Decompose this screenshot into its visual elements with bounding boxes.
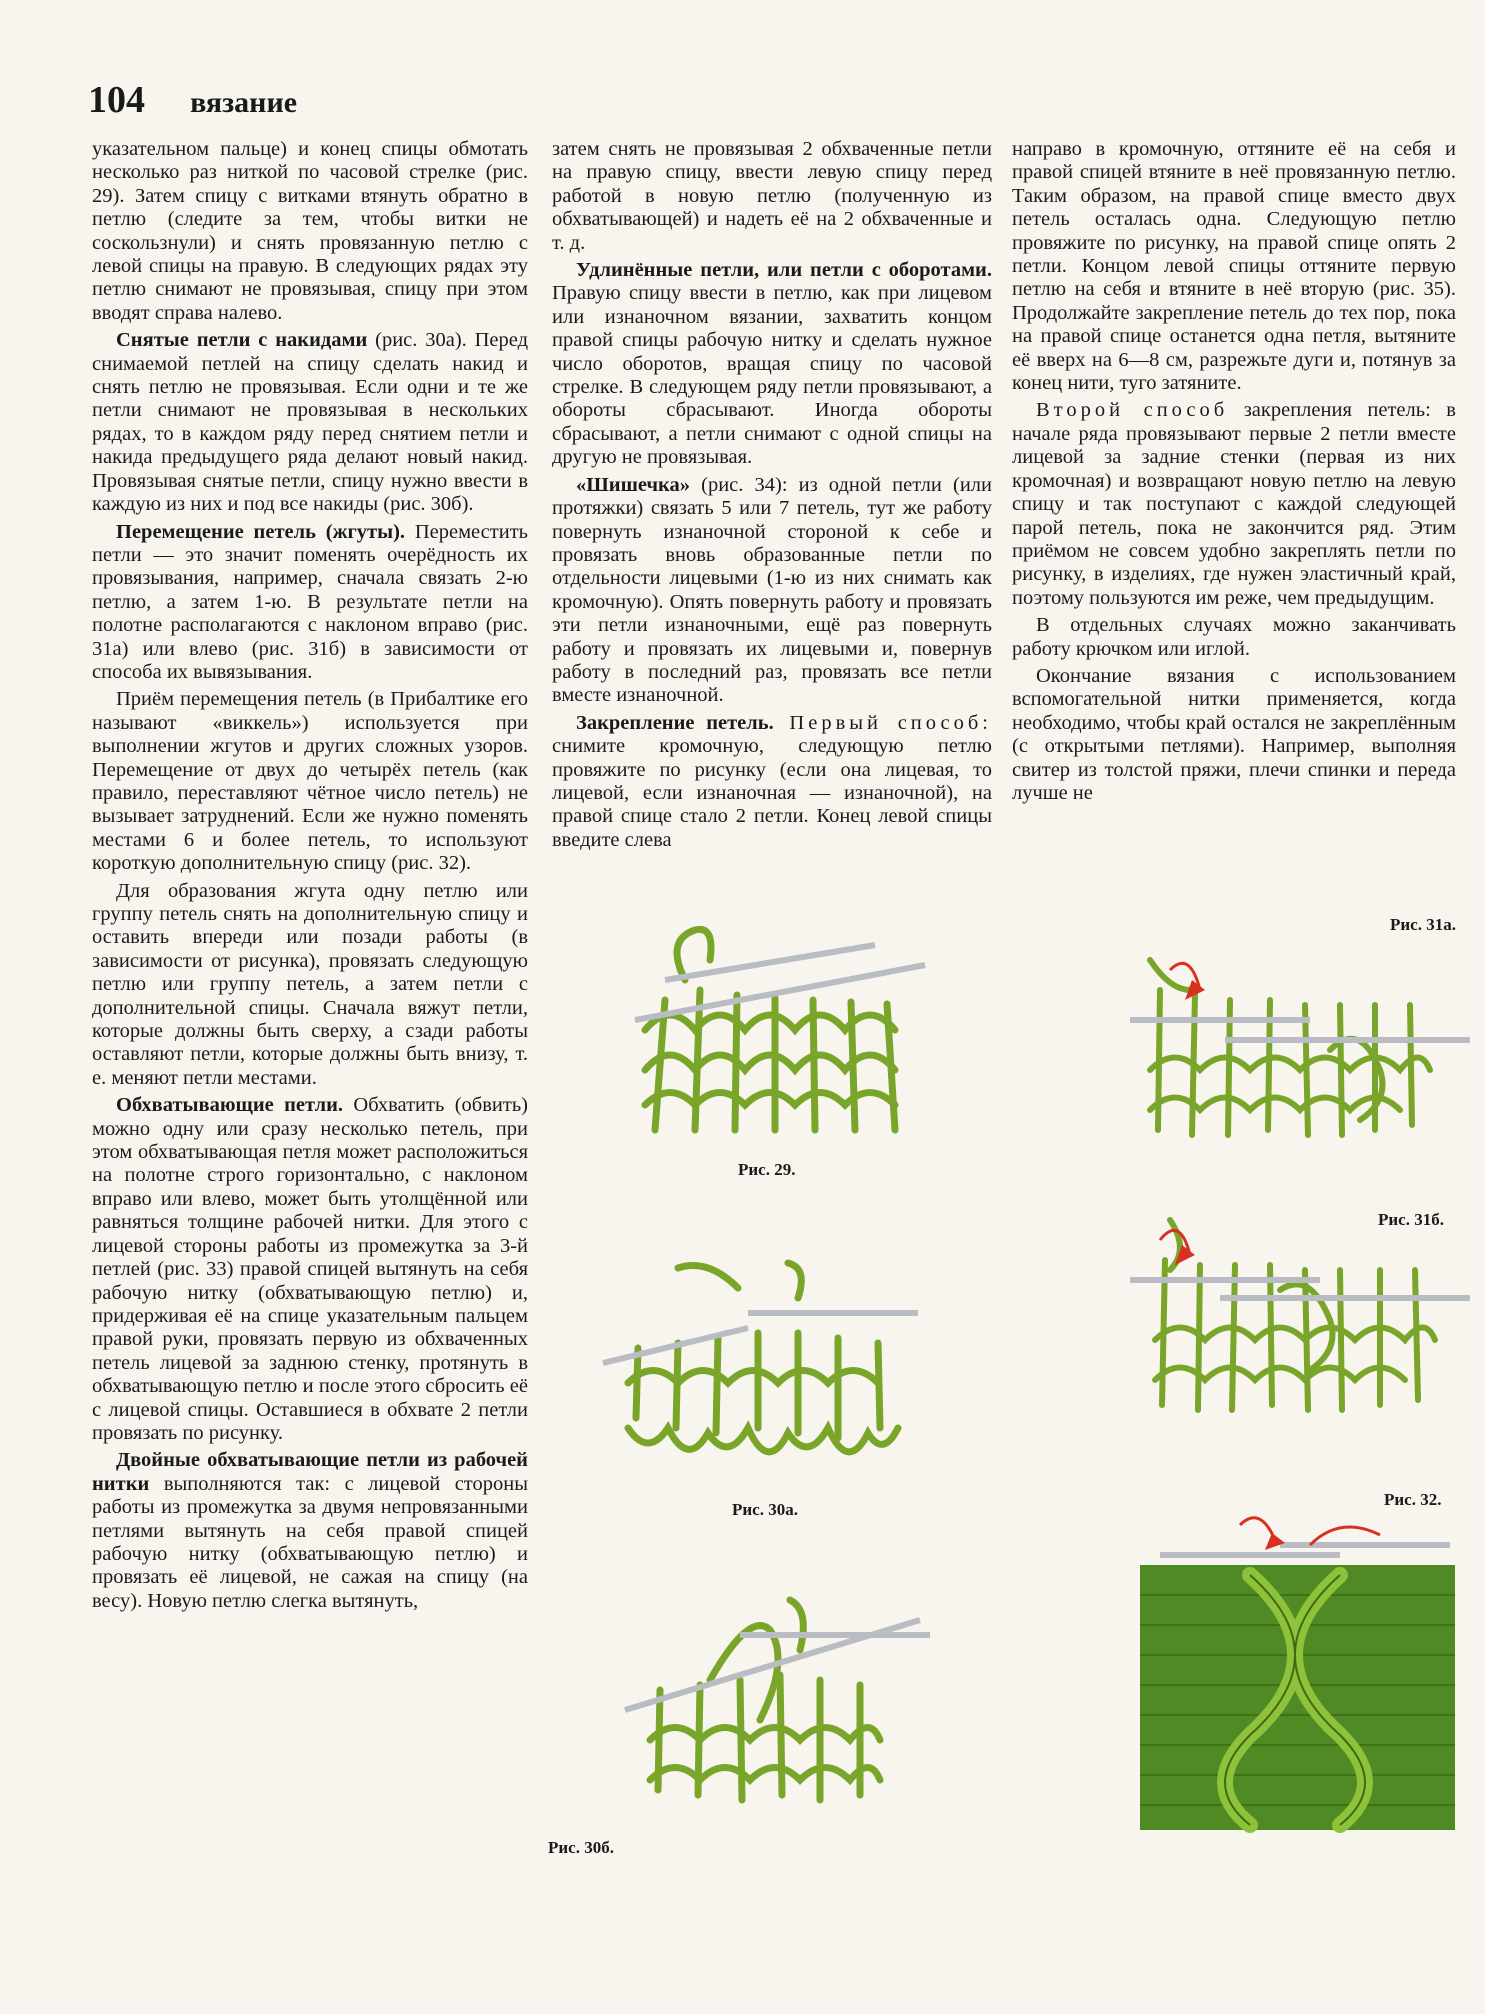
page-number: 104	[88, 79, 145, 121]
figure-32-illustration	[1140, 1505, 1460, 1835]
figure-30b-illustration	[620, 1590, 940, 1820]
paragraph: Окончание вязания с использованием вспомогательной нитки применяется, когда необходимо, чтобы край остался не закреплённым (с открытыми петлями). Например, выполняя свитер из толстой пряжи, плечи спинки и переда лучше не	[1012, 664, 1456, 804]
paragraph: указательном пальце) и конец спицы обмотать несколько раз ниткой по часовой стрелке (рис. 29). Затем спицу с витками втянуть обратно в петлю (следите за тем, чтобы витки не соскользнули) и снять провязанную петлю с левой спицы на правую. В следующих рядах эту петлю снимают не провязывая, спицу при этом вводят справа налево.	[92, 138, 528, 324]
figure-caption: Рис. 29.	[738, 1160, 796, 1179]
figure-29-illustration	[625, 920, 940, 1140]
figure-caption: Рис. 32.	[1384, 1490, 1442, 1509]
figure-caption: Рис. 30б.	[548, 1838, 614, 1857]
paragraph: Снятые петли с накидами (рис. 30а). Перед снимаемой петлей на спицу сделать накид и снять петлю не провязывая. Если одни и те же петли снимают не провязывая в нескольких рядах, то в каждом ряду перед снятием петли и накида предыдущего ряда делают новый накид. Провязывая снятые петли, спицу нужно ввести в каждую из них и под все накиды (рис. 30б).	[92, 329, 529, 516]
section-title: вязание	[190, 86, 298, 119]
figure-31b-illustration	[1130, 1210, 1470, 1420]
paragraph: Второй способ закрепления петель: в начале ряда провязывают первые 2 петли вместе лицевой за задние стенки (первая из них кромочная) и возвращают новую петлю на левую спицу и так поступают с каждой следующей парой петель, пока не закончится ряд. Этим приёмом не совсем удобно закреплять петли по рисунку, в изделиях, где нужен эластичный край, поэтому пользуются им реже, чем предыдущим.	[1012, 399, 1456, 609]
figure-caption: Рис. 31б.	[1378, 1210, 1444, 1229]
paragraph: Удлинённые петли, или петли с оборотами. Правую спицу ввести в петлю, как при лицевом или изнаночном вязании, захватить концом правой спицы рабочую нитку и сделать нужное число оборотов, вращая спицу по часовой стрелке. В следующем ряду петли провязывают, а обороты сбрасывают. Иногда обороты сбрасывают, а петли снимают с одной спицы на другую не провязывая.	[552, 259, 992, 469]
paragraph: «Шишечка» (рис. 34): из одной петли (или протяжки) связать 5 или 7 петель, тут же работу повернуть изнаночной стороной к себе и провязать вновь образованные петли по отдельности лицевыми (1-ю из них снимать как кромочную). Опять повернуть работу и провязать эти петли изнаночными, ещё раз повернуть работу и провязать их лицевыми и, повернув работу в последний раз, провязать все петли вместе изнаночной.	[552, 473, 992, 707]
paragraph: Перемещение петель (жгуты). Переместить петли — это значит поменять очерёдность их провязывания, например, сначала связать 2-ю петлю, а затем 1-ю. В результате петли на полотне располагаются с наклоном вправо (рис. 31а) или влево (рис. 31б) в зависимости от способа их вывязывания.	[92, 520, 528, 683]
paragraph: Закрепление петель. Первый способ: снимите кромочную, следующую петлю провяжите по рисунку (если она лицевая, то лицевой, если изнаночная — изнаночной), на правой спице стало 2 петли. Конец левой спицы введите слева	[552, 711, 992, 851]
figure-31a-illustration	[1130, 950, 1470, 1150]
figure-caption: Рис. 31а.	[1390, 915, 1456, 934]
paragraph: Двойные обхватывающие петли из рабочей нитки выполняются так: с лицевой стороны работы из промежутка за двумя непровязанными петлями вытянуть на себя правой спицей рабочую нитку (обхватывающую петлю) и провязать её лицевой, не сажая на спицу (на весу). Новую петлю слегка вытянуть,	[92, 1449, 528, 1612]
paragraph: В отдельных случаях можно заканчивать работу крючком или иглой.	[1012, 614, 1456, 660]
paragraph: Для образования жгута одну петлю или группу петель снять на дополнительную спицу и оставить впереди или позади работы (в зависимости от рисунка), провязать следующую петлю или группу петель, а затем петли с дополнительной спицы. Сначала вяжут петли, которые должны быть сверху, а сзади работы оставляют петли, которые должны быть внизу, т. е. меняют петли местами.	[92, 879, 528, 1089]
paragraph: направо в кромочную, оттяните её на себя и правой спицей втяните в неё провязанную петлю. Таким образом, на правой спице вместо двух петель осталась одна. Следующую петлю провяжите по рисунку, на правой спице опять 2 петли. Концом левой спицы оттяните первую петлю на себя и втяните в неё вторую (рис. 35). Продолжайте закрепление петель до тех пор, пока на правой спице останется одна петля, вытяните её вверх на 6—8 см, разрежьте дуги и, потянув за конец нити, туго затяните.	[1012, 138, 1456, 395]
page-header	[88, 78, 297, 122]
figure-30a-illustration	[598, 1258, 928, 1488]
text-column-2	[552, 138, 992, 856]
text-column-1	[92, 138, 528, 1617]
paragraph: затем снять не провязывая 2 обхваченные петли на правую спицу, ввести левую спицу перед работой в новую петлю (полученную из обхватывающей) и надеть её на 2 обхваченные и т. д.	[552, 138, 992, 254]
text-column-3	[1012, 138, 1456, 809]
paragraph: Приём перемещения петель (в Прибалтике его называют «виккель») используется при выполнении жгутов и других сложных узоров. Перемещение от двух до четырёх петель (как правило, переставляют чётное число петель) не вызывает затруднений. Если же нужно поменять местами 6 и более петель, то используют короткую дополнительную спицу (рис. 32).	[92, 688, 528, 875]
paragraph: Обхватывающие петли. Обхватить (обвить) можно одну или сразу несколько петель, при этом обхватывающая петля может расположиться на полотне строго горизонтально, с наклоном вправо или влево, может быть утолщённой или равняться толщине рабочей нитки. Для этого с лицевой стороны работы из промежутка за 3-й петлей (рис. 33) правой спицей вытянуть на себя рабочую нитку (обхватывающую петлю) и, придерживая её на спице указательным пальцем правой руки, провязать первую из обхваченных петель лицевой за заднюю стенку, протянуть в обхватывающую петлю и после этого сбросить её с лицевой спицы. Оставшиеся в обхвате 2 петли провязать по рисунку.	[92, 1094, 528, 1444]
figure-caption: Рис. 30а.	[732, 1500, 798, 1519]
